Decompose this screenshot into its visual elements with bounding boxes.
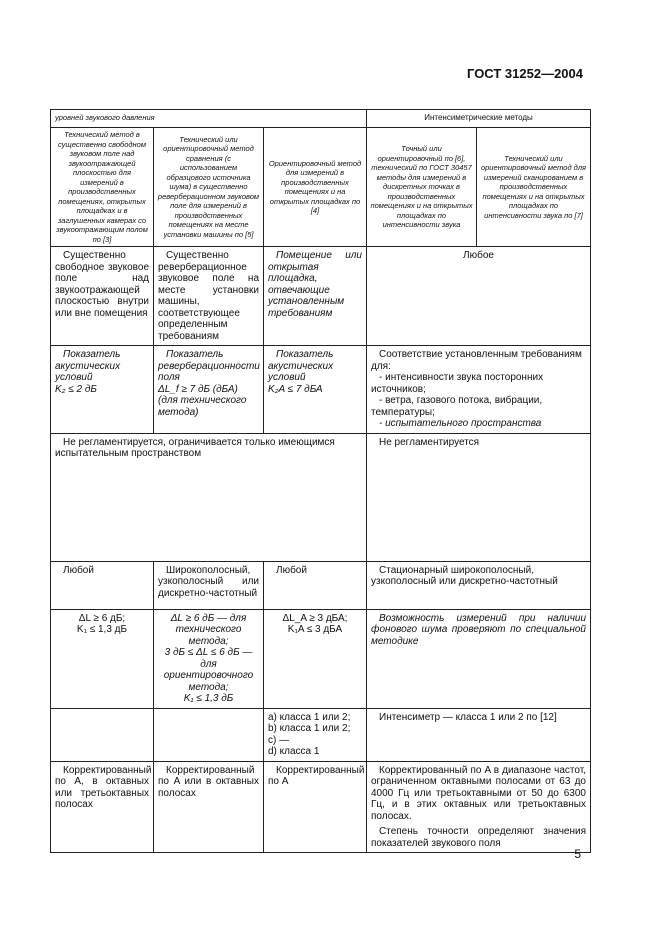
cell-line: Соответствие установленным требованиям для: — [371, 349, 582, 372]
table-row — [51, 609, 591, 708]
cell-line: - испытательного пространства — [379, 418, 542, 429]
cell — [154, 609, 264, 708]
page-number: 5 — [574, 847, 581, 861]
cell-line: K₁A ≤ 3 дБА — [287, 624, 343, 635]
cell: Не регламентируется — [367, 433, 591, 561]
cell-line: b) класса 1 или 2; — [268, 723, 351, 734]
cell-line: - интенсивности звука посторонних источников; — [371, 372, 544, 395]
header-intensity-methods: Интенсиметрические методы — [367, 110, 591, 128]
header-row-top — [51, 110, 591, 128]
cell: Стационарный широкополосный, узкополосный или дискретно-частотный — [367, 561, 591, 609]
cell — [154, 346, 264, 434]
cell-line: - ветра, газового потока, вибрации, температуры; — [371, 395, 543, 418]
cell-line: K₂A ≤ 7 дБА — [268, 383, 323, 395]
cell — [264, 609, 367, 708]
cell: Помещение или открытая площадка, отвечающие установленным требованиям — [264, 247, 367, 346]
cell-line: K₂ ≤ 2 дБ — [55, 383, 97, 395]
cell — [51, 346, 154, 434]
cell-line: Показатель реверберационности поля — [158, 349, 260, 383]
cell-line: Корректированный по A в диапазоне частот, ограниченном октавными полосами от 63 до 4000 Гц или третьоктавными от 50 до 6300 Гц, и в этих октавных или третьоктавных полосах. — [371, 764, 586, 822]
table-row — [51, 708, 591, 761]
cell — [51, 708, 154, 761]
cell: Широкополосный, узкополосный или дискретно-частотный — [154, 561, 264, 609]
cell — [264, 708, 367, 761]
header-level-methods: уровней звукового давления — [51, 110, 367, 128]
table-row — [51, 346, 591, 434]
cell: Возможность измерений при наличии фонового шума проверяют по специальной методике — [367, 609, 591, 708]
methods-table — [50, 109, 591, 853]
column-header-2: Технический или ориентировочный метод сравнения (с использованием образцового источника шума) в существенно реверберационном звуковом поле для измерений в производственных помещениях на месте установки машины по [5] — [154, 128, 264, 247]
cell-line: ΔL_f ≥ 7 дБ (дБА) — [158, 383, 238, 395]
standard-number: ГОСТ 31252—2004 — [467, 66, 583, 81]
cell: Корректированный по A или в октавных полосах — [154, 761, 264, 853]
cell: Интенсиметр — класса 1 или 2 по [12] — [367, 708, 591, 761]
column-header-4: Точный или ориентировочный по [6], технический по ГОСТ 30457 методы для измерений в дискретных точках в производственных помещениях и на открытых площадках по интенсивности звука — [367, 128, 477, 247]
cell-line: ΔL ≥ 6 дБ — для технического метода; — [170, 612, 247, 647]
cell-line: ΔL_A ≥ 3 дБА; — [282, 612, 348, 624]
cell-line: c) — — [268, 734, 290, 746]
cell-line: K₁ ≤ 1,3 дБ — [183, 693, 234, 704]
cell: Не регламентируется, ограничивается только имеющимся испытательным пространством — [51, 433, 367, 561]
cell-line: Степень точности определяют значения показателей звукового поля — [371, 826, 586, 849]
table-row — [51, 761, 591, 853]
column-header-1: Технический метод в существенно свободном звуковом поле над звукоотражающей плоскостью для измерений в производственных помещениях, открытых площадках и в заглушенных камерах со звукоотражающим полом по [3] — [51, 128, 154, 247]
cell: Любой — [264, 561, 367, 609]
cell-line: ΔL ≥ 6 дБ; — [78, 612, 126, 624]
cell-line: (для технического метода) — [158, 395, 247, 418]
cell: Существенно свободное звуковое поле над звукоотражающей плоскостью внутри или вне помещения — [51, 247, 154, 346]
column-header-5: Технический или ориентировочный метод для измерений сканированием в производственных помещениях и на открытых площадках по интенсивности звука по [7] — [477, 128, 591, 247]
cell — [367, 761, 591, 853]
cell: Любое — [367, 247, 591, 346]
cell: Корректированный по A — [264, 761, 367, 853]
cell-line: d) класса 1 — [268, 746, 320, 757]
cell-line: Показатель акустических условий — [55, 349, 121, 383]
cell: Существенно реверберационное звуковое поле на месте установки машины, соответствующее определенным требованиям — [154, 247, 264, 346]
cell-line: K₁ ≤ 1,3 дБ — [76, 624, 128, 635]
cell — [367, 346, 591, 434]
column-header-3: Ориентировочный метод для измерений в производственных помещениях и на открытых площадках по [4] — [264, 128, 367, 247]
table-row — [51, 561, 591, 609]
cell-line: a) класса 1 или 2; — [268, 711, 351, 723]
header-row-methods — [51, 128, 591, 247]
cell: Корректированный по A, в октавных или третьоктавных полосах — [51, 761, 154, 853]
table-row — [51, 247, 591, 346]
cell — [154, 708, 264, 761]
cell — [264, 346, 367, 434]
table-row — [51, 433, 591, 561]
cell-line: Показатель акустических условий — [268, 349, 334, 383]
cell-line: 3 дБ ≤ ΔL ≤ 6 дБ — для ориентировочного метода; — [163, 647, 254, 693]
cell — [51, 609, 154, 708]
cell: Любой — [51, 561, 154, 609]
